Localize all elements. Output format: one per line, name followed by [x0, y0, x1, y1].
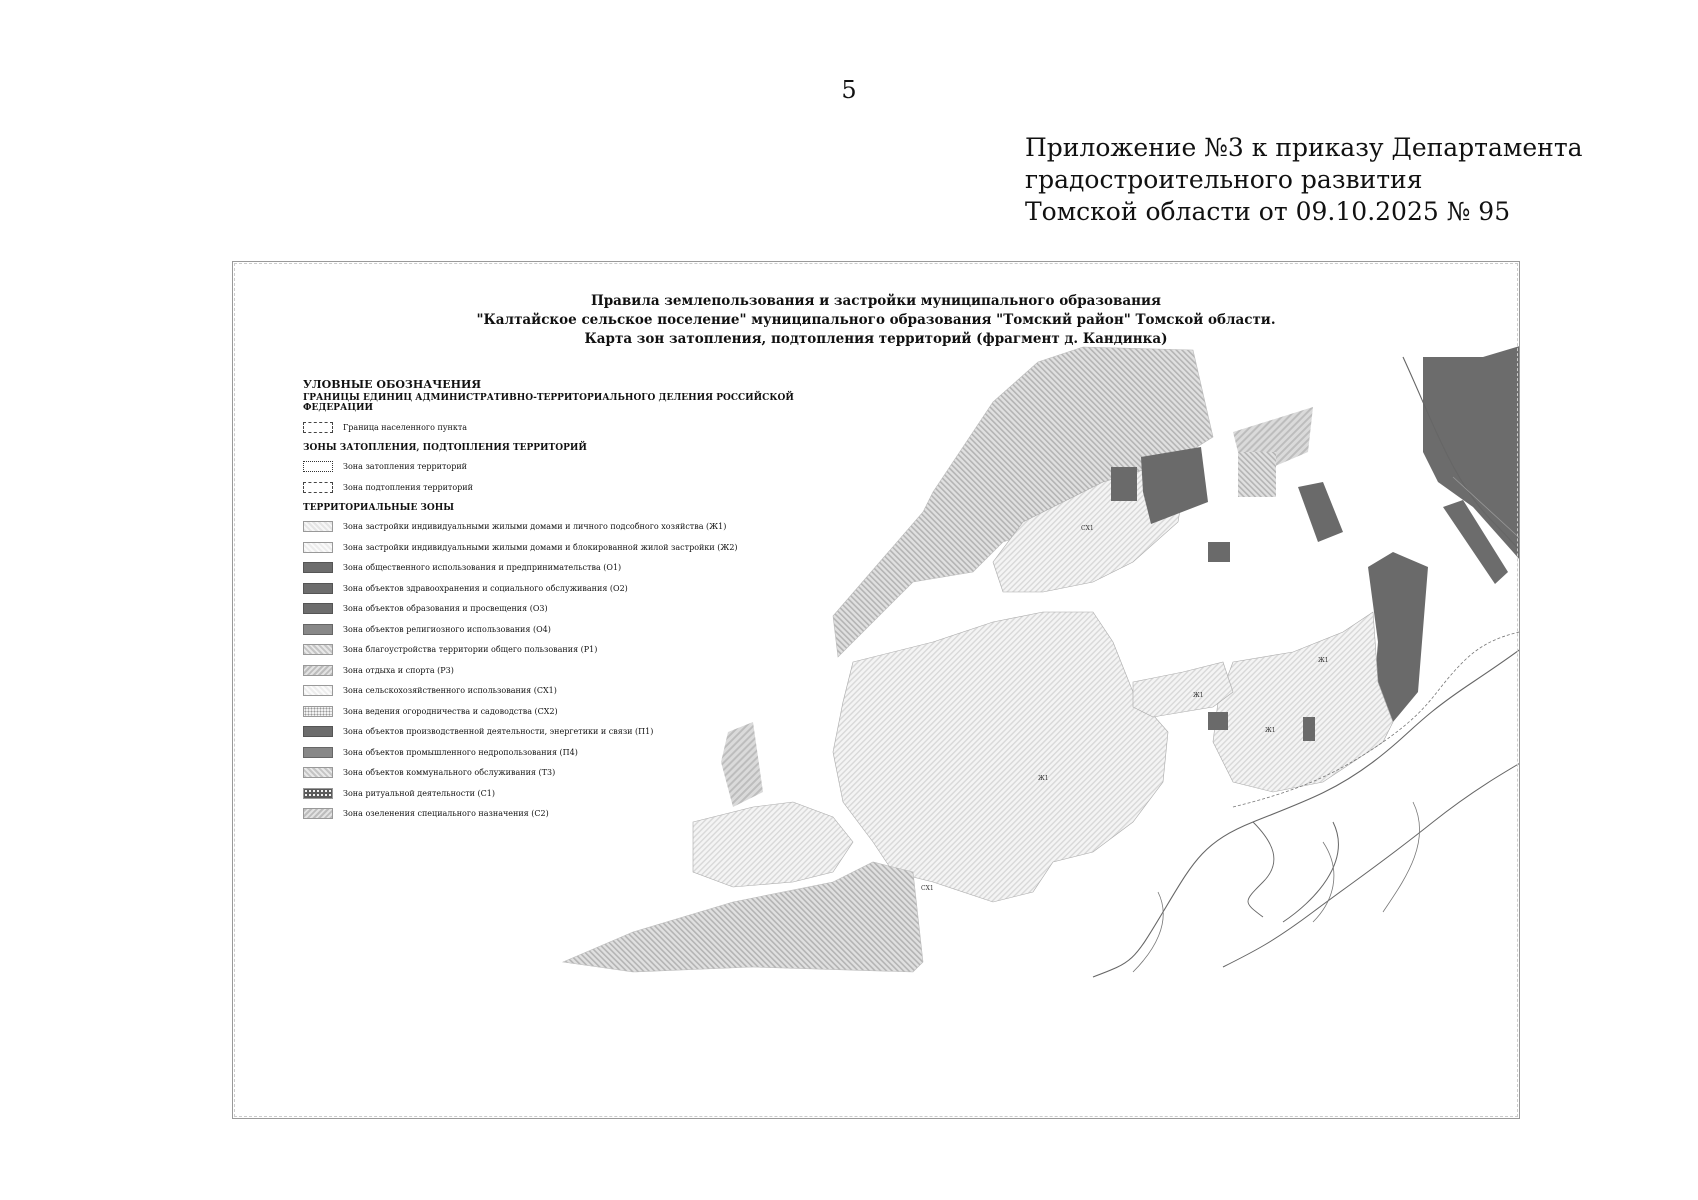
zone-sx2-north [1238, 452, 1276, 497]
legend-row-zone [303, 763, 863, 784]
legend-zone-list [303, 517, 863, 825]
zone-zh1-east [1213, 612, 1393, 792]
legend-section-territorial: ТЕРРИТОРИАЛЬНЫЕ ЗОНЫ [303, 502, 455, 513]
legend-label: Граница населенного пункта [343, 422, 468, 432]
legend-swatch [303, 644, 333, 655]
legend-swatch [303, 788, 333, 799]
legend-section-flood: ЗОНЫ ЗАТОПЛЕНИЯ, ПОДТОПЛЕНИЯ ТЕРРИТОРИЙ [303, 442, 587, 453]
legend-label: Зона объектов здравоохранения и социального обслуживания (О2) [343, 583, 628, 593]
legend-swatch [303, 583, 333, 594]
legend-row-zone [303, 722, 863, 743]
legend-row-zone [303, 701, 863, 722]
legend-row-zone [303, 681, 863, 702]
legend-row-zone [303, 599, 863, 620]
legend-swatch [303, 706, 333, 717]
zone-zh1-west [833, 612, 1168, 902]
legend-label: Зона ведения огородничества и садоводства (СХ2) [343, 706, 558, 716]
legend-label: Зона объектов производственной деятельности, энергетики и связи (П1) [343, 727, 654, 737]
legend-label: Зона объектов промышленного недропользования (П4) [343, 747, 578, 757]
legend-swatch [303, 726, 333, 737]
zone-o-north [1141, 447, 1208, 524]
legend-swatch [303, 482, 333, 493]
legend-swatch [303, 422, 333, 433]
legend-row-zone [303, 783, 863, 804]
legend-row-underflood [303, 477, 863, 498]
legend-row-zone [303, 619, 863, 640]
map-title-line-3: Карта зон затопления, подтопления территорий (фрагмент д. Кандинка) [584, 331, 1168, 347]
legend-row-zone [303, 640, 863, 661]
legend-heading: УЛОВНЫЕ ОБОЗНАЧЕНИЯ [303, 378, 482, 391]
legend-label: Зона объектов образования и просвещения (О3) [343, 604, 548, 614]
legend-label: Зона застройки индивидуальными жилыми домами и личного подсобного хозяйства (Ж1) [343, 522, 727, 532]
map-title [233, 292, 1519, 349]
legend-label: Зона озеленения специального назначения (С2) [343, 809, 549, 819]
map-label-zh1-centre: Ж1 [1193, 692, 1204, 699]
legend-label: Зона отдыха и спорта (Р3) [343, 665, 454, 675]
map-label-zh1-south: Ж1 [1265, 727, 1276, 734]
legend-row-zone [303, 578, 863, 599]
page-number: 5 [841, 76, 857, 104]
legend-swatch [303, 521, 333, 532]
legend-row-zone [303, 660, 863, 681]
legend-swatch [303, 665, 333, 676]
legend-label: Зона ритуальной деятельности (С1) [343, 788, 495, 798]
appendix-line-1: Приложение №3 к приказу Департамента [1025, 133, 1583, 162]
zone-p1-east [1423, 337, 1519, 592]
legend-swatch [303, 562, 333, 573]
legend-row-zone [303, 517, 863, 538]
legend-row-zone [303, 742, 863, 763]
legend-label: Зона объектов религиозного использования (О4) [343, 624, 551, 634]
legend-swatch [303, 624, 333, 635]
legend-row-border [303, 417, 863, 438]
legend-row-zone [303, 804, 863, 825]
map-legend [303, 378, 863, 824]
legend-label: Зона сельскохозяйственного использования (СХ1) [343, 686, 557, 696]
map-title-line-2: "Калтайское сельское поселение" муниципального образования "Томский район" Томской области. [476, 312, 1276, 328]
legend-swatch [303, 808, 333, 819]
appendix-line-2: градостроительного развития [1025, 165, 1423, 194]
map-label-sx1-south: СХ1 [921, 885, 934, 892]
map-label-zh1: Ж1 [1038, 775, 1049, 782]
legend-label: Зона затопления территорий [343, 462, 467, 472]
map-title-line-1: Правила землепользования и застройки муниципального образования [590, 293, 1162, 309]
legend-row-zone [303, 537, 863, 558]
zone-small-dark [1208, 542, 1230, 562]
legend-swatch [303, 747, 333, 758]
legend-swatch [303, 685, 333, 696]
legend-swatch [303, 767, 333, 778]
legend-row-zone [303, 558, 863, 579]
zone-p1-north [1298, 482, 1343, 542]
legend-label: Зона общественного использования и предпринимательства (О1) [343, 563, 622, 573]
zone-dark-south [1208, 712, 1228, 730]
map-label-sx1: СХ1 [1081, 525, 1094, 532]
legend-swatch [303, 603, 333, 614]
map-frame [232, 261, 1520, 1119]
legend-section-borders: ГРАНИЦЫ ЕДИНИЦ АДМИНИСТРАТИВНО-ТЕРРИТОРИАЛЬНОГО ДЕЛЕНИЯ РОССИЙСКОЙ ФЕДЕРАЦИИ [303, 393, 794, 413]
river-oxbow [1248, 822, 1274, 917]
legend-row-flood [303, 457, 863, 478]
legend-label: Зона подтопления территорий [343, 482, 473, 492]
legend-swatch [303, 542, 333, 553]
legend-label: Зона объектов коммунального обслуживания (Т3) [343, 768, 556, 778]
zone-dark-south-2 [1303, 717, 1315, 741]
legend-label: Зона застройки индивидуальными жилыми домами и блокированной жилой застройки (Ж2) [343, 542, 738, 552]
legend-swatch [303, 461, 333, 472]
map-label-zh1-east: Ж1 [1318, 657, 1329, 664]
appendix-line-3: Томской области от 09.10.2025 № 95 [1025, 197, 1511, 226]
river-tributary [1133, 802, 1420, 972]
zone-o-small [1111, 467, 1137, 501]
legend-label: Зона благоустройства территории общего пользования (Р1) [343, 645, 598, 655]
appendix-block [1025, 132, 1583, 228]
